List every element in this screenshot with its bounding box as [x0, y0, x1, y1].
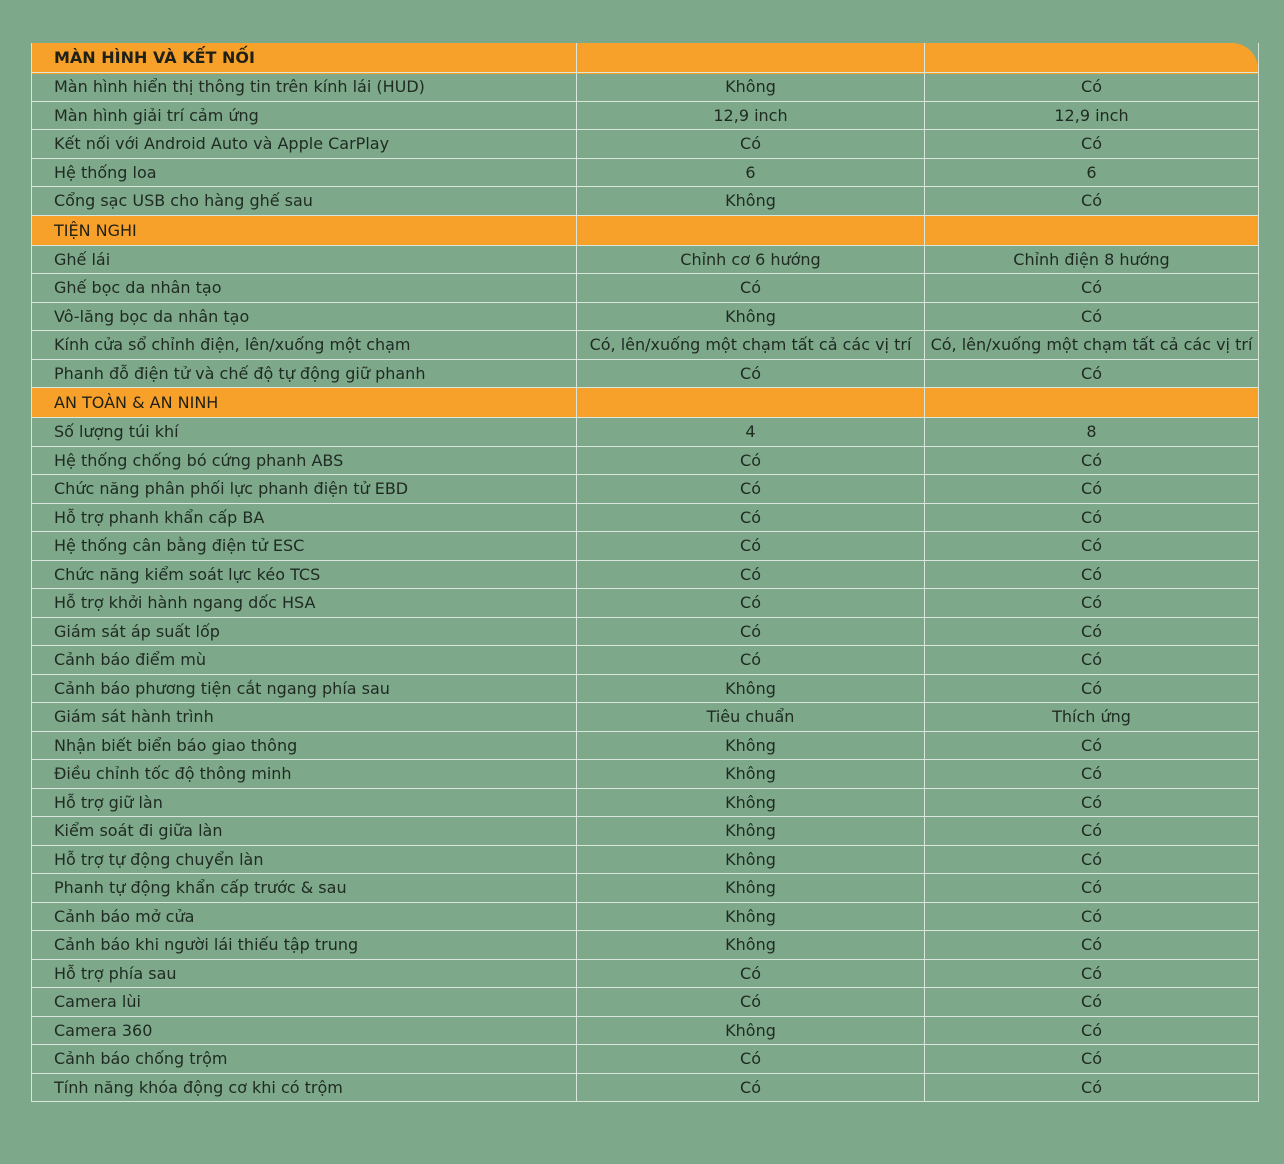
- feature-label: Giám sát hành trình: [32, 703, 577, 732]
- table-row: [32, 817, 1259, 846]
- variant-1-value: Không: [577, 187, 925, 216]
- feature-label: Điều chỉnh tốc độ thông minh: [32, 760, 577, 789]
- feature-label: Cảnh báo khi người lái thiếu tập trung: [32, 931, 577, 960]
- table-row: [32, 646, 1259, 675]
- section-header-cell: [925, 43, 1259, 73]
- variant-2-value: Chỉnh điện 8 hướng: [925, 245, 1259, 274]
- feature-label: Ghế bọc da nhân tạo: [32, 274, 577, 303]
- variant-2-value: Có: [925, 1045, 1259, 1074]
- variant-2-value: Có: [925, 532, 1259, 561]
- feature-label: Cảnh báo chống trộm: [32, 1045, 577, 1074]
- table-row: [32, 187, 1259, 216]
- section-header-cell: [577, 388, 925, 418]
- variant-2-value: Có: [925, 1016, 1259, 1045]
- section-header-row: [32, 388, 1259, 418]
- variant-2-value: Có: [925, 560, 1259, 589]
- variant-1-value: Có: [577, 988, 925, 1017]
- variant-2-value: Có: [925, 731, 1259, 760]
- feature-label: Hệ thống loa: [32, 158, 577, 187]
- feature-label: Hỗ trợ phanh khẩn cấp BA: [32, 503, 577, 532]
- table-row: [32, 788, 1259, 817]
- variant-1-value: 12,9 inch: [577, 101, 925, 130]
- feature-label: Chức năng kiểm soát lực kéo TCS: [32, 560, 577, 589]
- table-row: [32, 158, 1259, 187]
- table-row: [32, 503, 1259, 532]
- feature-label: Hỗ trợ phía sau: [32, 959, 577, 988]
- feature-label: Giám sát áp suất lốp: [32, 617, 577, 646]
- table-row: [32, 902, 1259, 931]
- variant-2-value: 8: [925, 418, 1259, 447]
- section-header-row: [32, 215, 1259, 245]
- variant-2-value: Thích ứng: [925, 703, 1259, 732]
- feature-label: Màn hình giải trí cảm ứng: [32, 101, 577, 130]
- feature-label: Ghế lái: [32, 245, 577, 274]
- variant-2-value: Có: [925, 130, 1259, 159]
- feature-label: Tính năng khóa động cơ khi có trộm: [32, 1073, 577, 1102]
- table-row: [32, 446, 1259, 475]
- variant-1-value: Có: [577, 1045, 925, 1074]
- variant-1-value: Có: [577, 646, 925, 675]
- feature-label: Nhận biết biển báo giao thông: [32, 731, 577, 760]
- variant-2-value: Có: [925, 931, 1259, 960]
- table-row: [32, 274, 1259, 303]
- variant-1-value: Không: [577, 788, 925, 817]
- variant-1-value: Có: [577, 532, 925, 561]
- variant-1-value: Không: [577, 674, 925, 703]
- table-row: [32, 988, 1259, 1017]
- variant-2-value: Có: [925, 617, 1259, 646]
- variant-2-value: Có: [925, 589, 1259, 618]
- spec-table-body: [32, 43, 1259, 1102]
- variant-1-value: Không: [577, 902, 925, 931]
- variant-2-value: Có: [925, 1073, 1259, 1102]
- table-row: [32, 1016, 1259, 1045]
- variant-1-value: Không: [577, 931, 925, 960]
- variant-2-value: 6: [925, 158, 1259, 187]
- section-title: AN TOÀN & AN NINH: [32, 388, 577, 418]
- section-title: TIỆN NGHI: [32, 215, 577, 245]
- variant-1-value: Có: [577, 1073, 925, 1102]
- section-header-cell: [577, 43, 925, 73]
- variant-1-value: Có: [577, 359, 925, 388]
- variant-2-value: Có: [925, 359, 1259, 388]
- variant-2-value: Có: [925, 874, 1259, 903]
- variant-1-value: Không: [577, 73, 925, 102]
- feature-label: Kết nối với Android Auto và Apple CarPlay: [32, 130, 577, 159]
- feature-label: Camera 360: [32, 1016, 577, 1045]
- feature-label: Cổng sạc USB cho hàng ghế sau: [32, 187, 577, 216]
- variant-2-value: Có: [925, 646, 1259, 675]
- table-row: [32, 959, 1259, 988]
- variant-1-value: Có: [577, 130, 925, 159]
- feature-label: Phanh tự động khẩn cấp trước & sau: [32, 874, 577, 903]
- variant-2-value: Có: [925, 475, 1259, 504]
- table-row: [32, 1073, 1259, 1102]
- table-row: [32, 617, 1259, 646]
- variant-2-value: Có: [925, 845, 1259, 874]
- section-header-cell: [577, 215, 925, 245]
- table-row: [32, 302, 1259, 331]
- variant-1-value: Có: [577, 274, 925, 303]
- feature-label: Hệ thống cân bằng điện tử ESC: [32, 532, 577, 561]
- variant-2-value: Có: [925, 674, 1259, 703]
- variant-2-value: Có, lên/xuống một chạm tất cả các vị trí: [925, 331, 1259, 360]
- variant-2-value: Có: [925, 274, 1259, 303]
- variant-2-value: Có: [925, 902, 1259, 931]
- variant-2-value: Có: [925, 788, 1259, 817]
- feature-label: Hỗ trợ giữ làn: [32, 788, 577, 817]
- variant-2-value: Có: [925, 187, 1259, 216]
- feature-label: Kiểm soát đi giữa làn: [32, 817, 577, 846]
- spec-table: [31, 43, 1259, 1102]
- variant-2-value: Có: [925, 446, 1259, 475]
- table-row: [32, 703, 1259, 732]
- variant-2-value: Có: [925, 988, 1259, 1017]
- feature-label: Cảnh báo mở cửa: [32, 902, 577, 931]
- feature-label: Cảnh báo điểm mù: [32, 646, 577, 675]
- variant-1-value: Tiêu chuẩn: [577, 703, 925, 732]
- variant-1-value: Không: [577, 1016, 925, 1045]
- variant-1-value: Không: [577, 760, 925, 789]
- table-row: [32, 101, 1259, 130]
- table-row: [32, 931, 1259, 960]
- feature-label: Vô-lăng bọc da nhân tạo: [32, 302, 577, 331]
- table-row: [32, 674, 1259, 703]
- variant-1-value: 6: [577, 158, 925, 187]
- feature-label: Số lượng túi khí: [32, 418, 577, 447]
- variant-2-value: Có: [925, 302, 1259, 331]
- variant-1-value: Có: [577, 617, 925, 646]
- variant-2-value: Có: [925, 959, 1259, 988]
- feature-label: Phanh đỗ điện tử và chế độ tự động giữ phanh: [32, 359, 577, 388]
- variant-1-value: Chỉnh cơ 6 hướng: [577, 245, 925, 274]
- section-title: MÀN HÌNH VÀ KẾT NỐI: [32, 43, 577, 73]
- variant-1-value: Không: [577, 302, 925, 331]
- feature-label: Hỗ trợ khởi hành ngang dốc HSA: [32, 589, 577, 618]
- variant-1-value: Không: [577, 845, 925, 874]
- table-row: [32, 1045, 1259, 1074]
- table-row: [32, 760, 1259, 789]
- feature-label: Chức năng phân phối lực phanh điện tử EBD: [32, 475, 577, 504]
- variant-2-value: Có: [925, 817, 1259, 846]
- variant-1-value: Có: [577, 503, 925, 532]
- variant-1-value: 4: [577, 418, 925, 447]
- table-row: [32, 245, 1259, 274]
- variant-1-value: Có: [577, 560, 925, 589]
- table-row: [32, 532, 1259, 561]
- section-header-cell: [925, 388, 1259, 418]
- table-row: [32, 475, 1259, 504]
- variant-1-value: Có: [577, 446, 925, 475]
- table-row: [32, 874, 1259, 903]
- feature-label: Hỗ trợ tự động chuyển làn: [32, 845, 577, 874]
- variant-1-value: Có: [577, 589, 925, 618]
- variant-2-value: Có: [925, 760, 1259, 789]
- table-row: [32, 331, 1259, 360]
- feature-label: Camera lùi: [32, 988, 577, 1017]
- variant-2-value: 12,9 inch: [925, 101, 1259, 130]
- table-row: [32, 845, 1259, 874]
- variant-1-value: Có: [577, 475, 925, 504]
- variant-1-value: Không: [577, 731, 925, 760]
- feature-label: Kính cửa sổ chỉnh điện, lên/xuống một chạm: [32, 331, 577, 360]
- variant-2-value: Có: [925, 73, 1259, 102]
- section-header-row: [32, 43, 1259, 73]
- variant-1-value: Không: [577, 817, 925, 846]
- table-row: [32, 130, 1259, 159]
- feature-label: Màn hình hiển thị thông tin trên kính lái (HUD): [32, 73, 577, 102]
- table-row: [32, 731, 1259, 760]
- table-row: [32, 73, 1259, 102]
- variant-1-value: Có: [577, 959, 925, 988]
- table-row: [32, 589, 1259, 618]
- table-row: [32, 560, 1259, 589]
- table-row: [32, 418, 1259, 447]
- section-header-cell: [925, 215, 1259, 245]
- feature-label: Cảnh báo phương tiện cắt ngang phía sau: [32, 674, 577, 703]
- feature-label: Hệ thống chống bó cứng phanh ABS: [32, 446, 577, 475]
- table-row: [32, 359, 1259, 388]
- variant-1-value: Có, lên/xuống một chạm tất cả các vị trí: [577, 331, 925, 360]
- variant-1-value: Không: [577, 874, 925, 903]
- variant-2-value: Có: [925, 503, 1259, 532]
